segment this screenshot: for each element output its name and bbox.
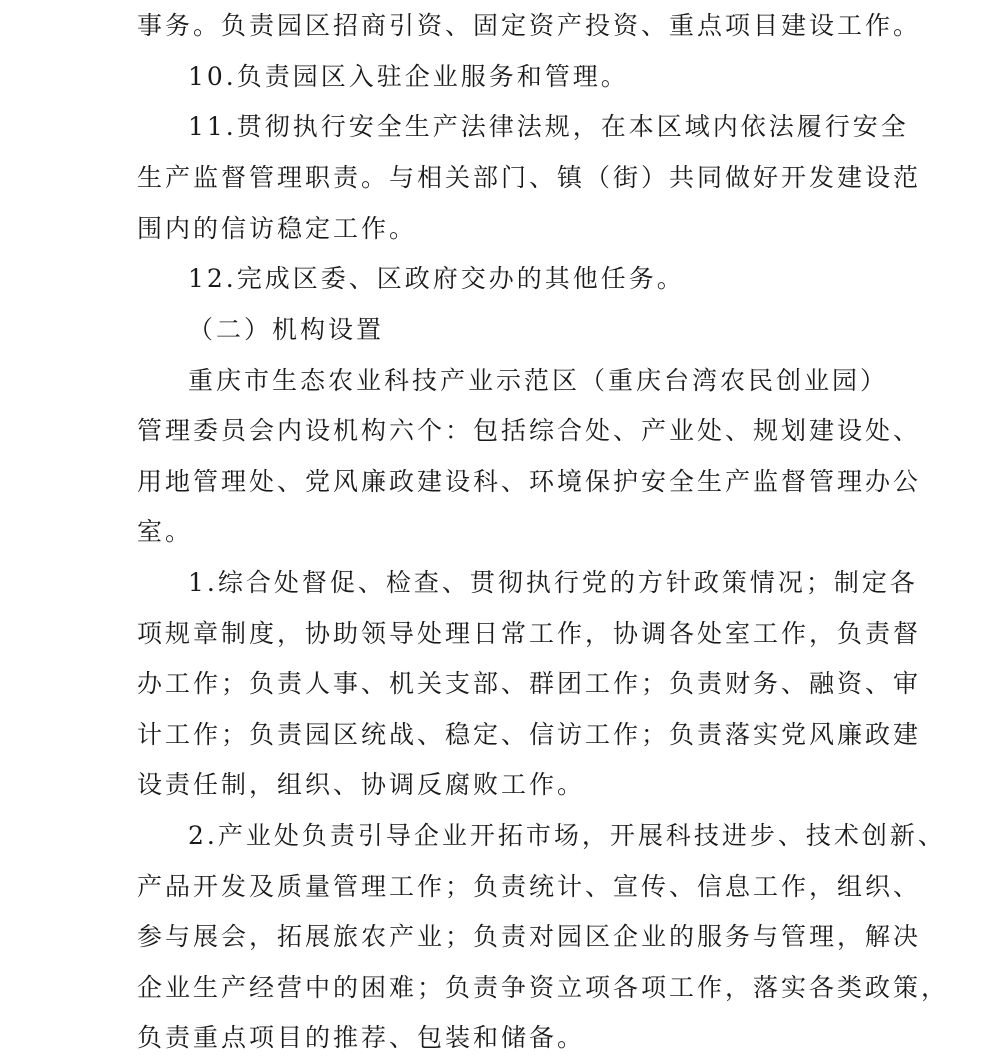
item-1-line-5: 设责任制，组织、协调反腐败工作。 — [137, 770, 586, 799]
item-1-line-1: 1.综合处督促、检查、贯彻执行党的方针政策情况；制定各 — [188, 568, 918, 597]
item-1-line-2: 项规章制度，协助领导处理日常工作，协调各处室工作，负责督 — [137, 619, 922, 648]
item-10: 10.负责园区入驻企业服务和管理。 — [188, 62, 629, 91]
item-2-line-3: 参与展会，拓展旅农产业；负责对园区企业的服务与管理，解决 — [137, 922, 922, 951]
item-2-line-5: 负责重点项目的推荐、包装和储备。 — [137, 1023, 586, 1052]
item-11-line-3: 围内的信访稳定工作。 — [137, 214, 418, 243]
para-line-4: 室。 — [137, 517, 194, 546]
para-line-2: 管理委员会内设机构六个：包括综合处、产业处、规划建设处、 — [137, 416, 922, 445]
text-line-1: 事务。负责园区招商引资、固定资产投资、重点项目建设工作。 — [137, 11, 922, 40]
item-11-line-2: 生产监督管理职责。与相关部门、镇（街）共同做好开发建设范 — [137, 163, 922, 192]
item-1-line-4: 计工作；负责园区统战、稳定、信访工作；负责落实党风廉政建 — [137, 720, 922, 749]
para-line-3: 用地管理处、党风廉政建设科、环境保护安全生产监督管理办公 — [137, 467, 922, 496]
item-12: 12.完成区委、区政府交办的其他任务。 — [188, 264, 685, 293]
item-1-line-3: 办工作；负责人事、机关支部、群团工作；负责财务、融资、审 — [137, 669, 922, 698]
item-2-line-2: 产品开发及质量管理工作；负责统计、宣传、信息工作，组织、 — [137, 872, 922, 901]
item-2-line-1: 2.产业处负责引导企业开拓市场，开展科技进步、技术创新、 — [188, 821, 946, 850]
section-heading: （二）机构设置 — [188, 315, 385, 344]
item-2-line-4: 企业生产经营中的困难；负责争资立项各项工作，落实各类政策， — [137, 973, 950, 1002]
item-11-line-1: 11.贯彻执行安全生产法律法规，在本区域内依法履行安全 — [188, 112, 909, 141]
para-line-1: 重庆市生态农业科技产业示范区（重庆台湾农民创业园） — [188, 366, 889, 395]
